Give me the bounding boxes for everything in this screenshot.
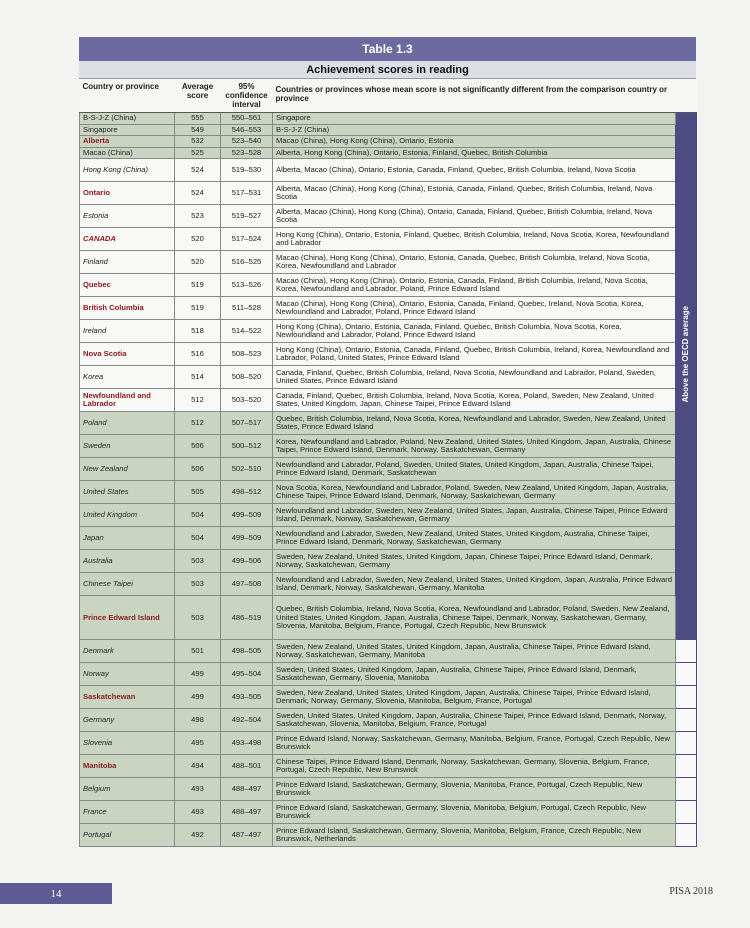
table-row — [80, 251, 697, 274]
cell-comparison-list: Newfoundland and Labrador, Poland, Sweden, United States, United Kingdom, Japan, Australia, Chinese Taipei, Prince Edward Island, Denmark, Saskatchewan — [273, 458, 676, 481]
cell-country: New Zealand — [80, 458, 175, 481]
side-bar-empty — [676, 640, 697, 663]
cell-comparison-list: Macao (China), Hong Kong (China), Ontario, Estonia, Canada, Quebec, British Columbia, Ireland, Nova Scotia, Korea, Newfoundland and Labrador — [273, 251, 676, 274]
cell-country: Singapore — [80, 124, 175, 136]
cell-average-score: 520 — [175, 251, 221, 274]
cell-country: Manitoba — [80, 755, 175, 778]
table-title: Achievement scores in reading — [79, 61, 696, 79]
table-row — [80, 550, 697, 573]
cell-confidence-interval: 550–561 — [221, 113, 273, 125]
cell-country: Nova Scotia — [80, 343, 175, 366]
table-row — [80, 113, 697, 125]
cell-country: Sweden — [80, 435, 175, 458]
cell-comparison-list: Alberta, Macao (China), Hong Kong (China), Estonia, Canada, Finland, Quebec, British Columbia, Ireland, Nova Scotia — [273, 182, 676, 205]
cell-average-score: 501 — [175, 640, 221, 663]
table-row — [80, 274, 697, 297]
cell-country: Portugal — [80, 824, 175, 847]
cell-comparison-list: Newfoundland and Labrador, Sweden, New Zealand, United States, United Kingdom, Japan, Australia, Prince Edward Island, Denmark, Norway, Saskatchewan, Germany, Manitoba — [273, 573, 676, 596]
cell-average-score: 532 — [175, 136, 221, 148]
cell-country: Quebec — [80, 274, 175, 297]
cell-average-score: 512 — [175, 412, 221, 435]
cell-comparison-list: Canada, Finland, Quebec, British Columbia, Ireland, Nova Scotia, Newfoundland and Labrador, Poland, Sweden, United States, Prince Edward Island — [273, 366, 676, 389]
cell-average-score: 503 — [175, 573, 221, 596]
side-bar-empty — [676, 824, 697, 847]
cell-average-score: 494 — [175, 755, 221, 778]
table-row — [80, 573, 697, 596]
cell-confidence-interval: 546–553 — [221, 124, 273, 136]
cell-average-score: 493 — [175, 801, 221, 824]
cell-comparison-list: Macao (China), Hong Kong (China), Ontario, Estonia, Canada, Finland, Quebec, Ireland, Nova Scotia, Korea, Newfoundland and Labrador, Poland, Prince Edward Island — [273, 297, 676, 320]
cell-average-score: 499 — [175, 663, 221, 686]
cell-confidence-interval: 499–509 — [221, 527, 273, 550]
cell-confidence-interval: 517–531 — [221, 182, 273, 205]
table-row — [80, 824, 697, 847]
cell-confidence-interval: 523–540 — [221, 136, 273, 148]
oecd-average-side-bar — [676, 113, 697, 596]
cell-comparison-list: Sweden, New Zealand, United States, United Kingdom, Japan, Australia, Chinese Taipei, Prince Edward Island, Norway, Saskatchewan, Germany, Manitoba — [273, 640, 676, 663]
cell-country: Hong Kong (China) — [80, 159, 175, 182]
cell-comparison-list: Nova Scotia, Korea, Newfoundland and Labrador, Poland, Sweden, New Zealand, United Kingdom, Japan, Australia, Chinese Taipei, Prince Edward Island, Denmark, Norway, Saskatchewan, Germany — [273, 481, 676, 504]
cell-confidence-interval: 502–510 — [221, 458, 273, 481]
cell-country: Newfoundland and Labrador — [80, 389, 175, 412]
cell-comparison-list: Prince Edward Island, Saskatchewan, Germany, Slovenia, Manitoba, Belgium, Portugal, Czech Republic, New Brunswick — [273, 801, 676, 824]
cell-confidence-interval: 498–505 — [221, 640, 273, 663]
cell-average-score: 519 — [175, 274, 221, 297]
side-bar-segment — [676, 596, 697, 640]
table-row — [80, 228, 697, 251]
table-row — [80, 458, 697, 481]
header-ci: 95% confidence interval — [221, 79, 273, 113]
cell-country: Germany — [80, 709, 175, 732]
cell-country: Estonia — [80, 205, 175, 228]
table-container — [79, 37, 696, 847]
cell-country: Chinese Taipei — [80, 573, 175, 596]
table-row — [80, 124, 697, 136]
cell-country: Slovenia — [80, 732, 175, 755]
table-row — [80, 147, 697, 159]
cell-comparison-list: Hong Kong (China), Ontario, Estonia, Finland, Quebec, British Columbia, Ireland, Nova Scotia, Korea, Newfoundland and Labrador — [273, 228, 676, 251]
cell-comparison-list: Prince Edward Island, Saskatchewan, Germany, Slovenia, Manitoba, France, Portugal, Czech Republic, New Brunswick — [273, 778, 676, 801]
cell-average-score: 514 — [175, 366, 221, 389]
table-row — [80, 343, 697, 366]
page-number: 14 — [0, 883, 112, 904]
cell-average-score: 503 — [175, 596, 221, 640]
table-row — [80, 136, 697, 148]
cell-country: Japan — [80, 527, 175, 550]
cell-country: United States — [80, 481, 175, 504]
table-number: Table 1.3 — [79, 37, 696, 61]
header-average: Average score — [175, 79, 221, 113]
table-row — [80, 297, 697, 320]
cell-country: CANADA — [80, 228, 175, 251]
cell-confidence-interval: 499–509 — [221, 504, 273, 527]
cell-country: Saskatchewan — [80, 686, 175, 709]
table-row — [80, 778, 697, 801]
cell-comparison-list: Canada, Finland, Quebec, British Columbia, Ireland, Nova Scotia, Korea, Poland, Sweden, New Zealand, United States, United Kingdom, Japan, Chinese Taipei, Prince Edward Island — [273, 389, 676, 412]
cell-country: Australia — [80, 550, 175, 573]
side-bar-empty — [676, 663, 697, 686]
cell-average-score: 555 — [175, 113, 221, 125]
cell-average-score: 492 — [175, 824, 221, 847]
cell-country: Prince Edward Island — [80, 596, 175, 640]
cell-confidence-interval: 516–525 — [221, 251, 273, 274]
cell-average-score: 505 — [175, 481, 221, 504]
side-bar-empty — [676, 686, 697, 709]
cell-average-score: 504 — [175, 504, 221, 527]
cell-confidence-interval: 493–505 — [221, 686, 273, 709]
cell-average-score: 504 — [175, 527, 221, 550]
reading-scores-table — [79, 79, 697, 847]
cell-country: Finland — [80, 251, 175, 274]
cell-confidence-interval: 519–527 — [221, 205, 273, 228]
cell-comparison-list: Sweden, United States, United Kingdom, Japan, Australia, Chinese Taipei, Prince Edward Island, Denmark, Saskatchewan, Germany, Slovenia, Manitoba — [273, 663, 676, 686]
side-bar-empty — [676, 755, 697, 778]
cell-comparison-list: Macao (China), Hong Kong (China), Ontario, Estonia, Canada, Finland, British Columbia, Ireland, Nova Scotia, Korea, Newfoundland and Labrador, Poland, Prince Edward Island — [273, 274, 676, 297]
cell-confidence-interval: 500–512 — [221, 435, 273, 458]
cell-average-score: 524 — [175, 182, 221, 205]
table-row — [80, 640, 697, 663]
cell-average-score: 518 — [175, 320, 221, 343]
cell-confidence-interval: 493–498 — [221, 732, 273, 755]
cell-confidence-interval: 508–523 — [221, 343, 273, 366]
cell-comparison-list: Hong Kong (China), Ontario, Estonia, Canada, Finland, Quebec, British Columbia, Ireland, Korea, Newfoundland and Labrador, Poland, United States, Prince Edward Island — [273, 343, 676, 366]
cell-confidence-interval: 513–526 — [221, 274, 273, 297]
cell-comparison-list: Singapore — [273, 113, 676, 125]
cell-average-score: 495 — [175, 732, 221, 755]
table-row — [80, 504, 697, 527]
cell-confidence-interval: 499–506 — [221, 550, 273, 573]
cell-confidence-interval: 498–512 — [221, 481, 273, 504]
cell-confidence-interval: 523–528 — [221, 147, 273, 159]
cell-comparison-list: Sweden, New Zealand, United States, United Kingdom, Japan, Australia, Chinese Taipei, Prince Edward Island, Denmark, Norway, Germany, Slovenia, Manitoba, Belgium, France, Portugal — [273, 686, 676, 709]
table-row — [80, 159, 697, 182]
cell-confidence-interval: 507–517 — [221, 412, 273, 435]
table-row — [80, 412, 697, 435]
cell-average-score: 516 — [175, 343, 221, 366]
cell-comparison-list: Alberta, Hong Kong (China), Ontario, Estonia, Finland, Quebec, British Columbia — [273, 147, 676, 159]
cell-comparison-list: Chinese Taipei, Prince Edward Island, Denmark, Norway, Saskatchewan, Germany, Slovenia, Belgium, France, Portugal, Czech Republic, New Brunswick — [273, 755, 676, 778]
cell-average-score: 524 — [175, 159, 221, 182]
cell-country: Poland — [80, 412, 175, 435]
table-row — [80, 435, 697, 458]
table-row — [80, 182, 697, 205]
cell-country: B-S-J-Z (China) — [80, 113, 175, 125]
cell-confidence-interval: 488–497 — [221, 778, 273, 801]
oecd-average-label: Above the OECD average — [680, 305, 690, 403]
cell-comparison-list: Hong Kong (China), Ontario, Estonia, Canada, Finland, Quebec, British Columbia, Nova Scotia, Korea, Newfoundland and Labrador, Poland, Prince Edward Island — [273, 320, 676, 343]
cell-average-score: 512 — [175, 389, 221, 412]
table-row — [80, 596, 697, 640]
cell-average-score: 506 — [175, 435, 221, 458]
side-bar-empty — [676, 801, 697, 824]
cell-comparison-list: Sweden, United States, United Kingdom, Japan, Australia, Chinese Taipei, Prince Edward Island, Denmark, Norway, Saskatchewan, Slovenia, Manitoba, Belgium, France, Portugal — [273, 709, 676, 732]
cell-average-score: 498 — [175, 709, 221, 732]
cell-comparison-list: Macao (China), Hong Kong (China), Ontario, Estonia — [273, 136, 676, 148]
cell-country: France — [80, 801, 175, 824]
cell-country: Alberta — [80, 136, 175, 148]
cell-confidence-interval: 495–504 — [221, 663, 273, 686]
table-row — [80, 801, 697, 824]
cell-confidence-interval: 497–508 — [221, 573, 273, 596]
cell-country: Belgium — [80, 778, 175, 801]
cell-comparison-list: Alberta, Macao (China), Hong Kong (China), Ontario, Canada, Finland, Quebec, British Columbia, Ireland, Nova Scotia — [273, 205, 676, 228]
cell-comparison-list: Quebec, British Columbia, Ireland, Nova Scotia, Korea, Newfoundland and Labrador, Poland, Sweden, New Zealand, United States, United Kingdom, Japan, Australia, Chinese Taipei, Denmark, Norway, Saskatchewan, Germany, Slovenia, Manitoba, Belgium, France, Portugal, Czech Republic, New Brunswick — [273, 596, 676, 640]
cell-confidence-interval: 511–528 — [221, 297, 273, 320]
cell-average-score: 523 — [175, 205, 221, 228]
cell-confidence-interval: 514–522 — [221, 320, 273, 343]
publication-label: PISA 2018 — [669, 886, 713, 897]
cell-comparison-list: Newfoundland and Labrador, Sweden, New Zealand, United States, Japan, Australia, Chinese Taipei, Prince Edward Island, Denmark, Norway, Saskatchewan, Germany — [273, 504, 676, 527]
cell-confidence-interval: 488–501 — [221, 755, 273, 778]
cell-average-score: 503 — [175, 550, 221, 573]
table-row — [80, 389, 697, 412]
cell-country: Ontario — [80, 182, 175, 205]
table-row — [80, 205, 697, 228]
cell-average-score: 499 — [175, 686, 221, 709]
cell-average-score: 519 — [175, 297, 221, 320]
side-bar-empty — [676, 709, 697, 732]
header-comparison: Countries or provinces whose mean score is not significantly different from the comparison country or province — [273, 79, 697, 113]
table-row — [80, 481, 697, 504]
table-row — [80, 732, 697, 755]
cell-comparison-list: Quebec, British Columbia, Ireland, Nova Scotia, Korea, Newfoundland and Labrador, Sweden, New Zealand, United States, Prince Edward Island — [273, 412, 676, 435]
cell-comparison-list: B-S-J-Z (China) — [273, 124, 676, 136]
cell-country: British Columbia — [80, 297, 175, 320]
cell-comparison-list: Sweden, New Zealand, United States, United Kingdom, Japan, Chinese Taipei, Prince Edward Island, Denmark, Norway, Saskatchewan, Germany — [273, 550, 676, 573]
cell-average-score: 520 — [175, 228, 221, 251]
table-row — [80, 709, 697, 732]
cell-confidence-interval: 508–520 — [221, 366, 273, 389]
cell-comparison-list: Prince Edward Island, Norway, Saskatchewan, Germany, Manitoba, Belgium, France, Portugal, Czech Republic, New Brunswick — [273, 732, 676, 755]
cell-confidence-interval: 519–530 — [221, 159, 273, 182]
cell-average-score: 525 — [175, 147, 221, 159]
cell-confidence-interval: 492–504 — [221, 709, 273, 732]
cell-average-score: 493 — [175, 778, 221, 801]
table-row — [80, 663, 697, 686]
header-country: Country or province — [80, 79, 175, 113]
cell-confidence-interval: 517–524 — [221, 228, 273, 251]
table-row — [80, 366, 697, 389]
table-row — [80, 755, 697, 778]
cell-comparison-list: Prince Edward Island, Saskatchewan, Germany, Slovenia, Manitoba, Belgium, France, Czech Republic, New Brunswick, Netherlands — [273, 824, 676, 847]
cell-confidence-interval: 486–519 — [221, 596, 273, 640]
cell-country: Korea — [80, 366, 175, 389]
side-bar-empty — [676, 778, 697, 801]
cell-confidence-interval: 503–520 — [221, 389, 273, 412]
cell-average-score: 506 — [175, 458, 221, 481]
cell-country: United Kingdom — [80, 504, 175, 527]
table-row — [80, 320, 697, 343]
cell-comparison-list: Newfoundland and Labrador, Sweden, New Zealand, United States, United Kingdom, Australia, Chinese Taipei, Prince Edward Island, Denmark, Norway, Saskatchewan, Germany — [273, 527, 676, 550]
side-bar-empty — [676, 732, 697, 755]
cell-country: Macao (China) — [80, 147, 175, 159]
cell-country: Ireland — [80, 320, 175, 343]
cell-confidence-interval: 487–497 — [221, 824, 273, 847]
cell-average-score: 549 — [175, 124, 221, 136]
table-row — [80, 527, 697, 550]
cell-comparison-list: Alberta, Macao (China), Ontario, Estonia, Canada, Finland, Quebec, British Columbia, Ireland, Nova Scotia — [273, 159, 676, 182]
table-row — [80, 686, 697, 709]
cell-comparison-list: Korea, Newfoundland and Labrador, Poland, New Zealand, United States, United Kingdom, Japan, Australia, Chinese Taipei, Prince Edward Island, Denmark, Norway, Saskatchewan, Germany — [273, 435, 676, 458]
cell-confidence-interval: 488–497 — [221, 801, 273, 824]
cell-country: Denmark — [80, 640, 175, 663]
cell-country: Norway — [80, 663, 175, 686]
